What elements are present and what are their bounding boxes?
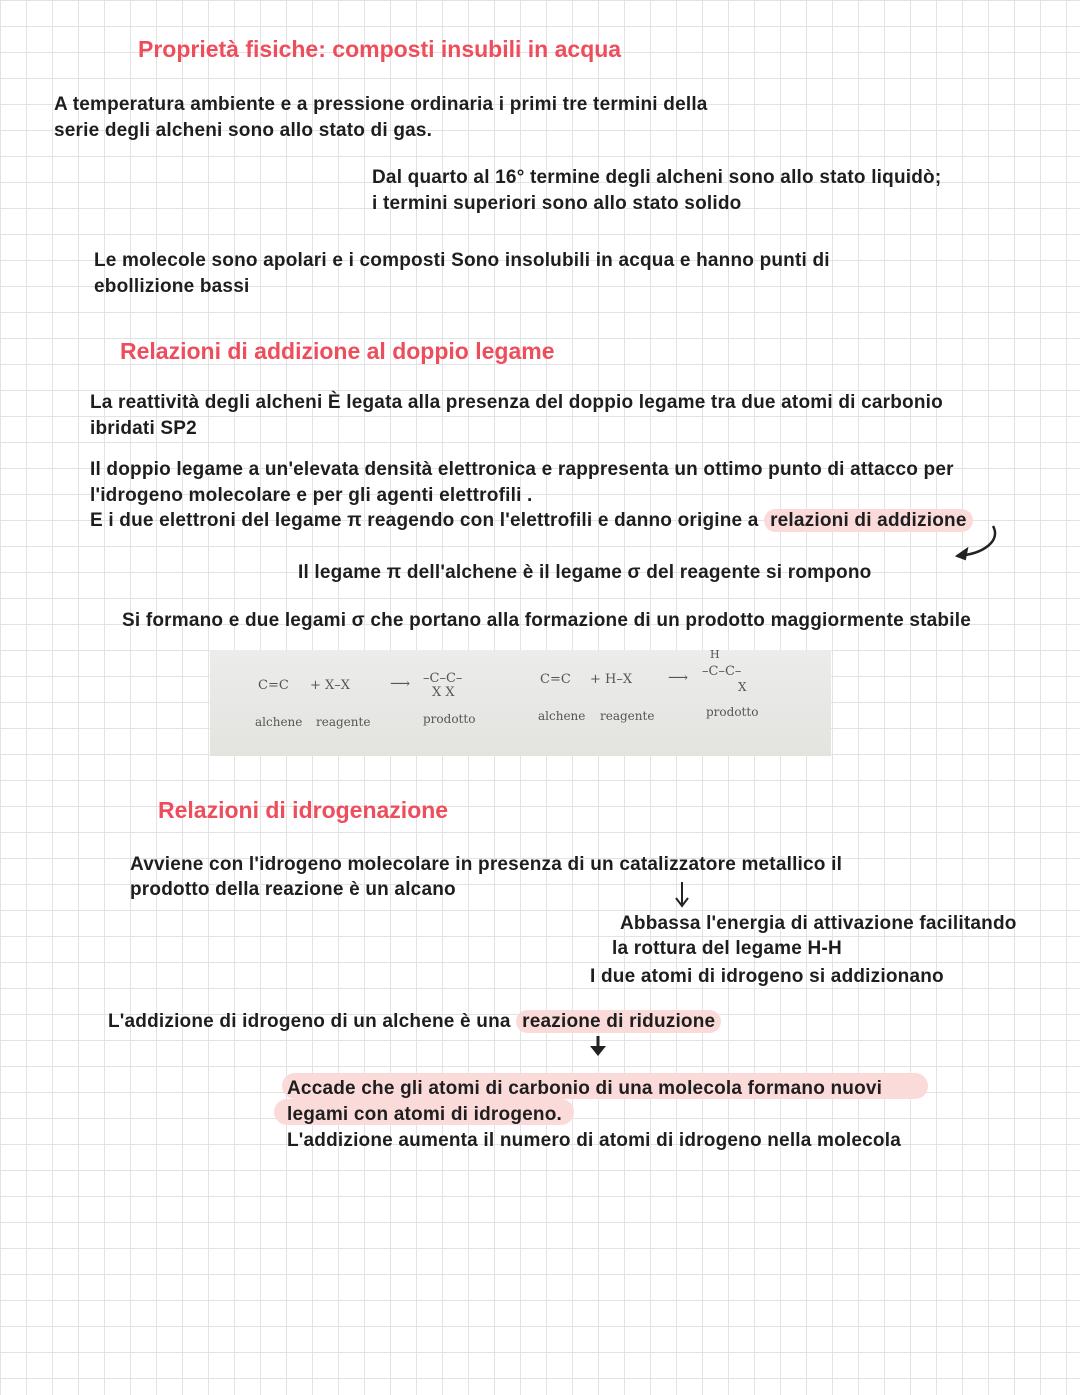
paragraph-liquid-state-line2: i termini superiori sono allo stato solido [372, 193, 742, 214]
reaction2-reagent: + H–X [590, 672, 633, 687]
reaction1-label-reagent: reagente [316, 715, 371, 729]
curved-arrow-icon [945, 522, 1005, 562]
reaction1-product-top: –C–C– [423, 671, 463, 686]
paragraph-reactivity-line1: La reattività degli alcheni È legata alla presenza del doppio legame tra due atomi di carbonio [90, 392, 943, 413]
paragraph-liquid-state-line1: Dal quarto al 16° termine degli alcheni sono allo stato liquidò; [372, 167, 942, 188]
reaction2-label-reagent: reagente [600, 709, 655, 723]
reaction2-label-alkene: alchene [538, 709, 586, 723]
paragraph-bonds-form: Si formano e due legami σ che portano alla formazione di un prodotto maggiormente stabile [122, 610, 971, 631]
paragraph-double-bond-line1: Il doppio legame a un'elevata densità elettronica e rappresenta un ottimo punto di attacco per [90, 459, 954, 480]
arrow-down-icon [672, 880, 692, 910]
paragraph-hydrogenation-line1: Avviene con l'idrogeno molecolare in presenza di un catalizzatore metallico il [130, 854, 843, 875]
paragraph-gas-state-line2: serie degli alcheni sono allo stato di gas. [54, 120, 433, 141]
paragraph-hydrogen-increase: L'addizione aumenta il numero di atomi di idrogeno nella molecola [287, 1130, 901, 1151]
paragraph-bonds-break: Il legame π dell'alchene è il legame σ del reagente si rompono [298, 562, 872, 583]
paragraph-hydrogenation-line2: prodotto della reazione è un alcano [130, 879, 456, 900]
paragraph-text: L'addizione di idrogeno di un alchene è una [108, 1011, 511, 1032]
addition-reaction-figure [210, 650, 831, 756]
paragraph-carbon-atoms-line1: Accade che gli atomi di carbonio di una molecola formano nuovi [287, 1078, 883, 1099]
paragraph-carbon-atoms-line2: legami con atomi di idrogeno. [287, 1104, 562, 1125]
reaction1-reagent: + X–X [310, 678, 351, 693]
section-title-addition-reactions: Relazioni di addizione al doppio legame [120, 338, 555, 364]
reaction1-label-alkene: alchene [255, 715, 303, 729]
paragraph-reactivity-line2: ibridati SP2 [90, 418, 197, 439]
reaction1-arrow-icon: ⟶ [390, 676, 411, 692]
paragraph-double-bond-line3 [90, 508, 973, 533]
reaction1-product-bottom: X X [432, 685, 455, 700]
section-title-hydrogenation: Relazioni di idrogenazione [158, 797, 449, 823]
paragraph-double-bond-line2: l'idrogeno molecolare e per gli agenti elettrofili . [90, 485, 533, 506]
reaction2-product-top: –C–C– [702, 664, 742, 679]
paragraph-reduction [108, 1009, 721, 1034]
note-hydrogen-addition: I due atomi di idrogeno si addizionano [590, 966, 944, 987]
reaction1-alkene: C=C [258, 678, 289, 693]
paragraph-apolar-line1: Le molecole sono apolari e i composti Sono insolubili in acqua e hanno punti di [94, 250, 830, 271]
reaction1-label-product: prodotto [423, 712, 476, 726]
section-title-physical-properties: Proprietà fisiche: composti insubili in acqua [138, 36, 622, 62]
reaction2-alkene: C=C [540, 672, 571, 687]
note-bond-rupture: la rottura del legame H-H [612, 938, 842, 959]
reaction2-arrow-icon: ⟶ [668, 670, 689, 686]
reaction2-label-product: prodotto [706, 705, 759, 719]
paragraph-apolar-line2: ebollizione bassi [94, 276, 250, 297]
arrow-down-filled-icon [588, 1034, 608, 1060]
paragraph-gas-state-line1: A temperatura ambiente e a pressione ordinaria i primi tre termini della [54, 94, 708, 115]
reaction2-product-h: H [710, 648, 720, 661]
note-activation-energy: Abbassa l'energia di attivazione facilitando [620, 913, 1017, 934]
highlight-reduction-reaction: reazione di riduzione [516, 1010, 721, 1033]
reaction2-product-bottom: X [738, 680, 747, 694]
paragraph-text: E i due elettroni del legame π reagendo con l'elettrofili e danno origine a [90, 510, 759, 531]
highlight-addition-reactions: relazioni di addizione [764, 509, 973, 532]
